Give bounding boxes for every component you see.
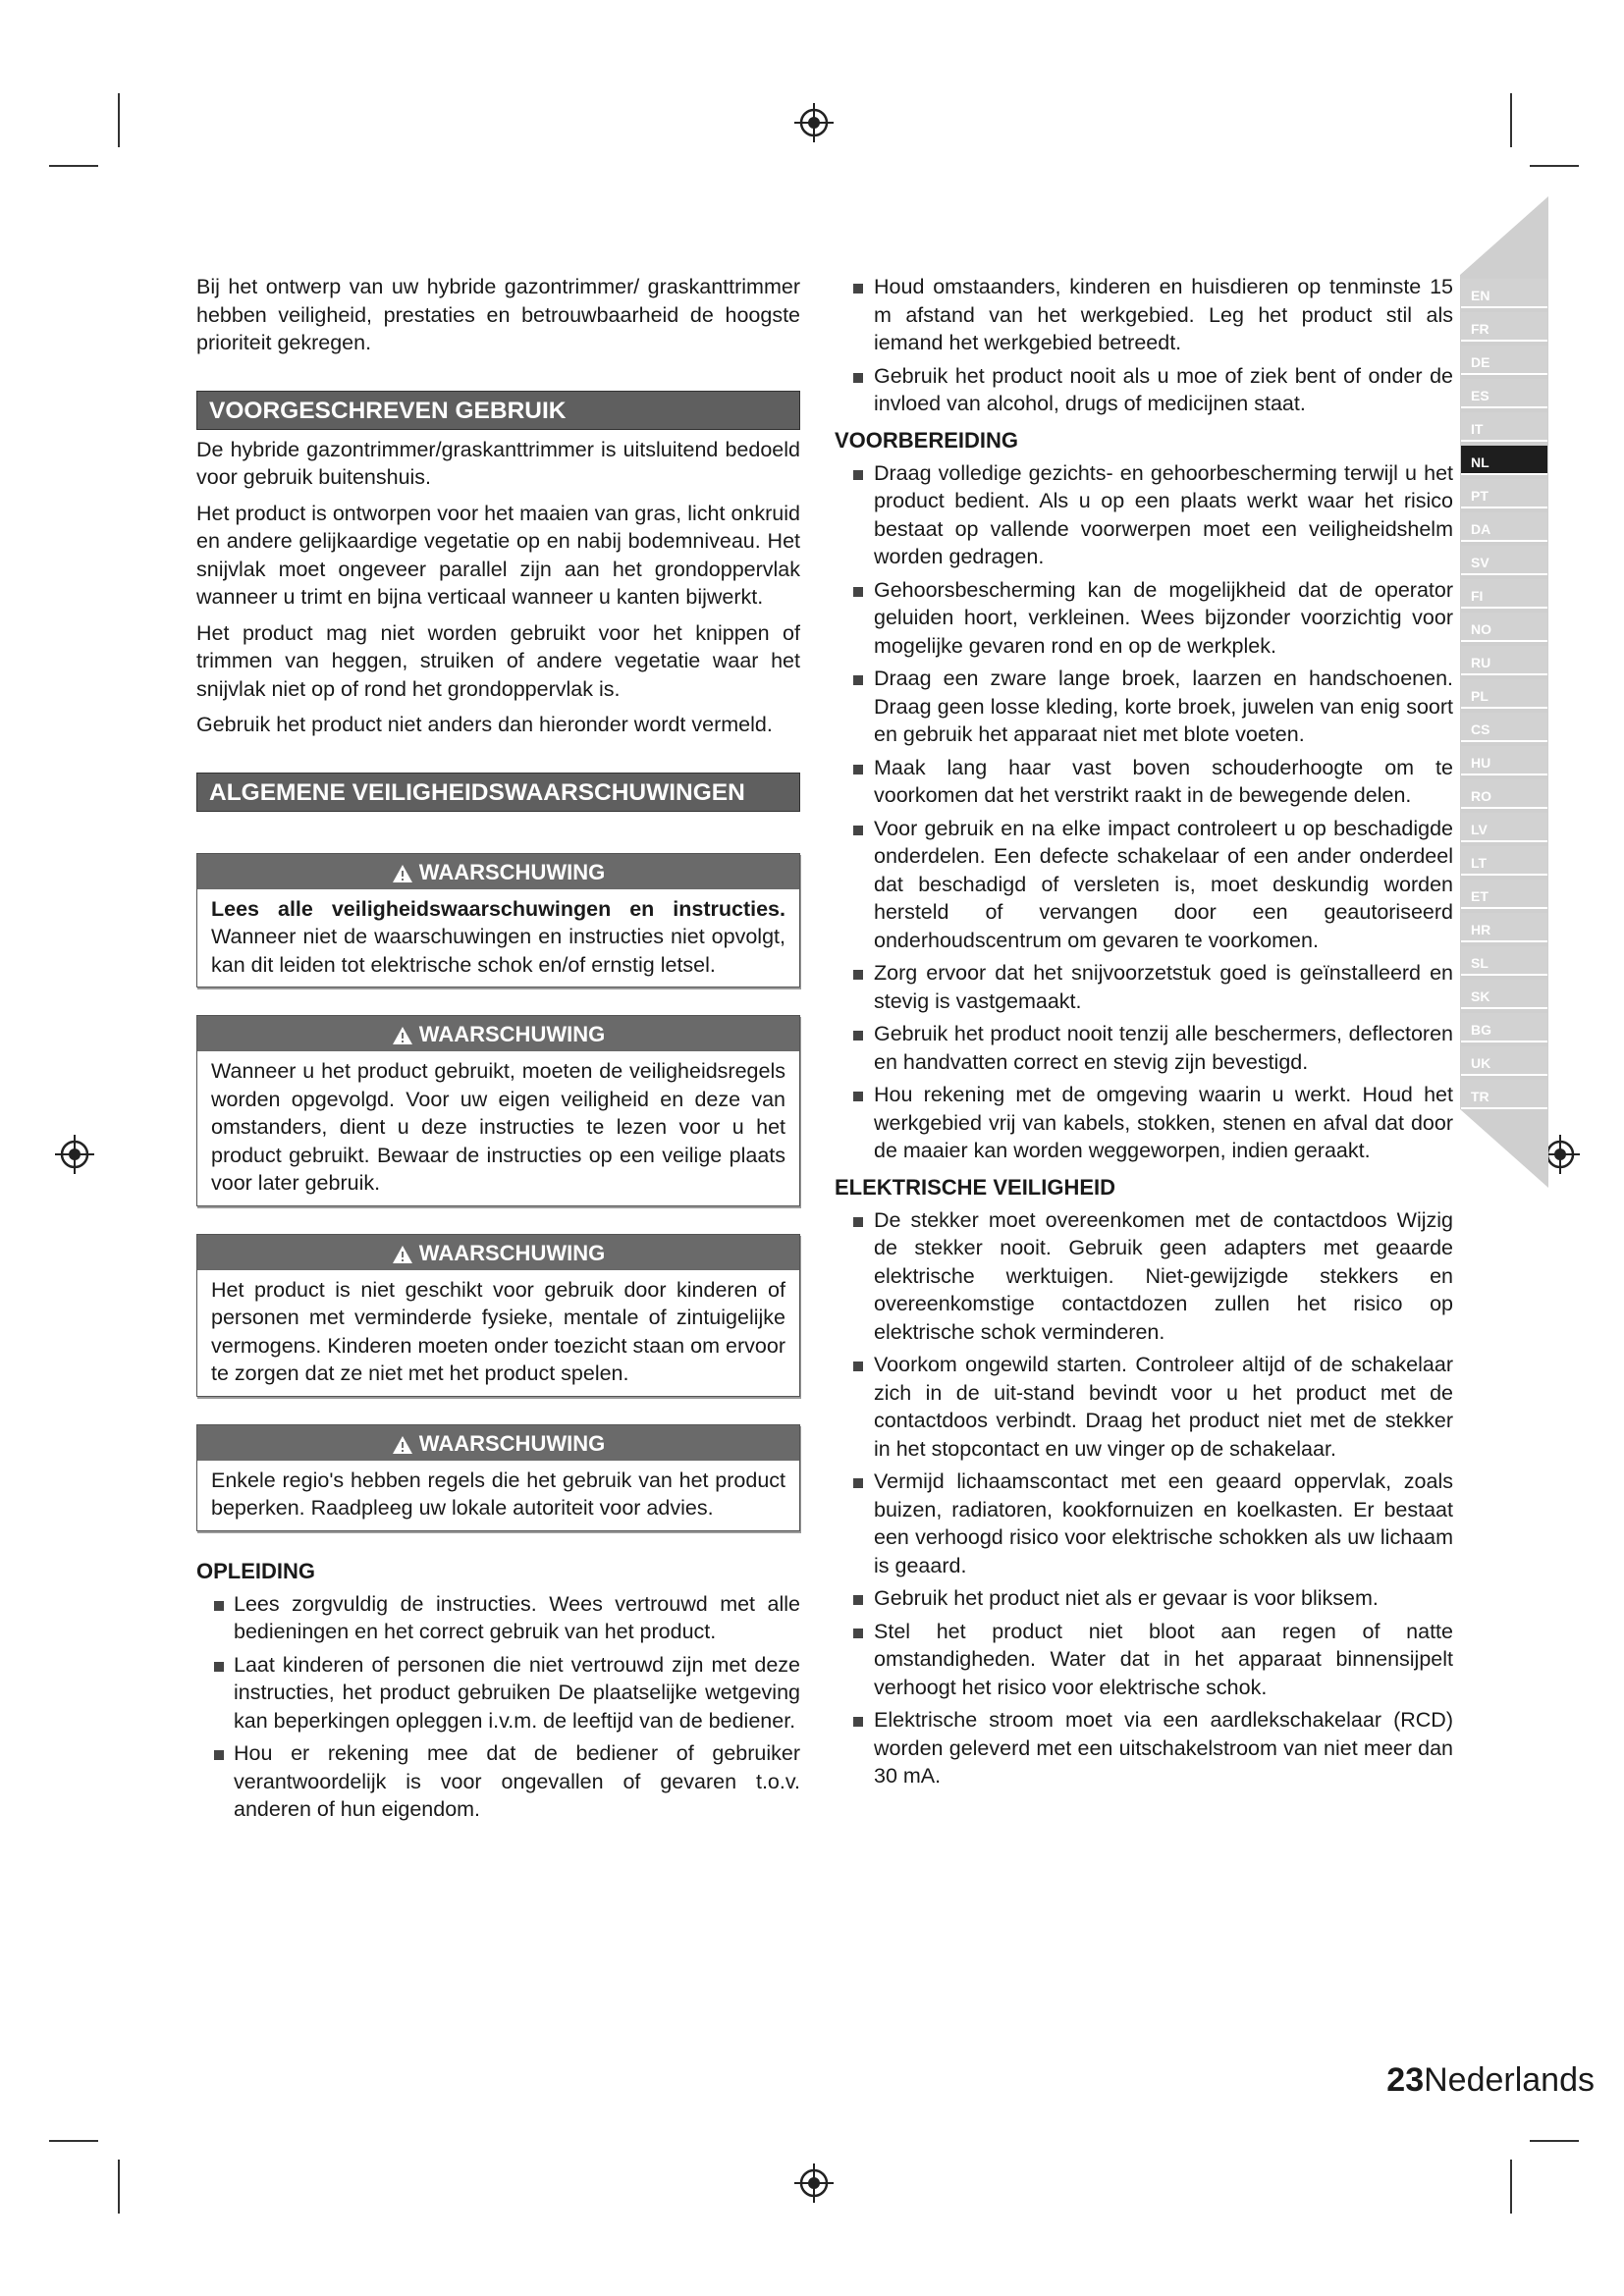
warning-header bbox=[197, 1425, 799, 1461]
section-title-training: OPLEIDING bbox=[196, 1558, 316, 1583]
list-item: Maak lang haar vast boven schouderhoogte om te voorkomen dat het verstrikt raakt in de bewegende delen. bbox=[835, 754, 1453, 810]
warning-box bbox=[196, 1015, 800, 1206]
warning-box bbox=[196, 1424, 800, 1531]
bystander-list bbox=[835, 273, 1453, 418]
list-item: Vermijd lichaamscontact met een geaard oppervlak, zoals buizen, radiatoren, kookfornuizen en koelkasten. Er bestaat een verhoogd risico voor elektrische schokken als uw lichaam is geaard. bbox=[835, 1468, 1453, 1579]
language-tab-pt: PT bbox=[1461, 479, 1547, 508]
list-item: Draag volledige gezichts- en gehoorbescherming terwijl u het product bedient. Als u op een plaats werkt waar het risico bestaat op vallende voorwerpen moet een veiligheidshelm worden gedragen. bbox=[835, 459, 1453, 571]
crop-mark bbox=[118, 2160, 120, 2214]
warning-text: Wanneer u het product gebruikt, moeten de veiligheidsregels worden opgevolgd. Voor uw eigen veiligheid en deze van omstanders, dient u deze instructies te lezen voor u het product gebruikt. Bewaar de instructies op een veilige plaats voor later gebruik. bbox=[211, 1059, 785, 1195]
language-tab-bg: BG bbox=[1461, 1013, 1547, 1042]
language-tab-fr: FR bbox=[1461, 312, 1547, 342]
language-tab-cs: CS bbox=[1461, 713, 1547, 742]
warning-label: WAARSCHUWING bbox=[418, 1240, 606, 1265]
language-tab-uk: UK bbox=[1461, 1046, 1547, 1076]
warning-header bbox=[197, 1016, 799, 1051]
crop-mark bbox=[1530, 2140, 1579, 2142]
warning-triangle-icon bbox=[392, 1026, 413, 1045]
list-item: Voor gebruik en na elke impact controleert u op beschadigde onderdelen. Een defecte schakelaar of een ander onderdeel dat beschadigd of versleten is, moet deskundig worden hersteld of vervangen door een geautoriseerd onderhoudscentrum om gevaren te voorkomen. bbox=[835, 815, 1453, 955]
list-item: Zorg ervoor dat het snijvoorzetstuk goed is geïnstalleerd en stevig is vastgemaakt. bbox=[835, 959, 1453, 1015]
warning-body-text: Wanneer niet de waarschuwingen en instructies niet opvolgt, kan dit leiden tot elektrische schok en/of ernstig letsel. bbox=[211, 925, 785, 977]
language-tab-tr: TR bbox=[1461, 1080, 1547, 1109]
warning-box bbox=[196, 853, 800, 988]
language-tab-sv: SV bbox=[1461, 546, 1547, 575]
warning-label: WAARSCHUWING bbox=[418, 859, 606, 884]
warning-header bbox=[197, 854, 799, 889]
intended-use-paragraph: Het product is ontworpen voor het maaien van gras, licht onkruid en andere gelijkaardige vegetatie op en nabij bodemniveau. Het snijvlak moet ongeveer parallel zijn aan het grondoppervlak wanneer u trimt en bijna verticaal wanneer u kanten bijwerkt. bbox=[196, 501, 800, 609]
registration-mark-icon bbox=[793, 2163, 835, 2204]
warning-triangle-icon bbox=[392, 1245, 413, 1264]
intended-use-paragraph: Het product mag niet worden gebruikt voor het knippen of trimmen van heggen, struiken of andere vegetatie waar het snijvlak niet op of rond het grondoppervlak is. bbox=[196, 620, 800, 701]
language-tab-no: NO bbox=[1461, 613, 1547, 642]
list-item: Gebruik het product niet als er gevaar is voor bliksem. bbox=[835, 1584, 1453, 1613]
list-item: Elektrische stroom moet via een aardlekschakelaar (RCD) worden geleverd met een uitschakelstroom van niet meer dan 30 mA. bbox=[835, 1706, 1453, 1790]
language-tab-de: DE bbox=[1461, 346, 1547, 375]
warning-bold-text: Lees alle veiligheidswaarschuwingen en instructies. bbox=[211, 896, 785, 921]
language-tab-hr: HR bbox=[1461, 913, 1547, 942]
warning-label: WAARSCHUWING bbox=[418, 1430, 606, 1456]
warning-label: WAARSCHUWING bbox=[418, 1022, 606, 1046]
language-tab-sl: SL bbox=[1461, 946, 1547, 976]
language-tab-et: ET bbox=[1461, 880, 1547, 909]
list-item: Gebruik het product nooit tenzij alle beschermers, deflectoren en handvatten correct en stevig zijn bevestigd. bbox=[835, 1020, 1453, 1076]
list-item: De stekker moet overeenkomen met de contactdoos Wijzig de stekker nooit. Gebruik geen adapters met geaarde elektrische werktuigen. Niet-gewijzigde stekkers en overeenkomstige contactdozen zullen het risico op elektrische schok verminderen. bbox=[835, 1206, 1453, 1347]
list-item: Houd omstaanders, kinderen en huisdieren op tenminste 15 m afstand van het werkgebied. Leg het product stil als iemand het werkgebied betreedt. bbox=[835, 273, 1453, 357]
warning-box bbox=[196, 1234, 800, 1397]
language-tab-nl: NL bbox=[1461, 446, 1547, 475]
registration-mark-icon bbox=[793, 102, 835, 143]
page-number: 23 bbox=[1386, 2061, 1425, 2099]
language-tab-ro: RO bbox=[1461, 779, 1547, 809]
warning-triangle-icon bbox=[392, 864, 413, 883]
electrical-list bbox=[835, 1206, 1453, 1790]
language-tab-pl: PL bbox=[1461, 679, 1547, 709]
warning-text: Het product is niet geschikt voor gebruik door kinderen of personen met verminderde fysieke, mentale of zintuigelijke vermogens. Kinderen moeten onder toezicht staan om ervoor te zorgen dat ze niet met het product spelen. bbox=[211, 1277, 785, 1385]
language-tab-hu: HU bbox=[1461, 746, 1547, 775]
page-footer bbox=[1386, 2061, 1595, 2100]
language-tab-es: ES bbox=[1461, 379, 1547, 408]
list-item: Hou rekening met de omgeving waarin u werkt. Houd het werkgebied vrij van kabels, stokken, stenen en afval dat door de maaier kan worden weggeworpen, indien geraakt. bbox=[835, 1081, 1453, 1165]
section-title-preparation: VOORBEREIDING bbox=[835, 427, 1019, 453]
crop-mark bbox=[118, 93, 120, 147]
section-title-general-safety: ALGEMENE VEILIGHEIDSWAARSCHUWINGEN bbox=[196, 773, 800, 812]
list-item: Draag een zware lange broek, laarzen en handschoenen. Draag geen losse kleding, korte broek, juwelen van enig soort en gebruik het apparaat niet met blote voeten. bbox=[835, 665, 1453, 749]
language-tab-sk: SK bbox=[1461, 980, 1547, 1009]
language-tab-it: IT bbox=[1461, 412, 1547, 442]
crop-mark bbox=[49, 165, 98, 167]
list-item: Voorkom ongewild starten. Controleer altijd of de schakelaar zich in de uit-stand bevindt voor u het product met de contactdoos verbindt. Draag het product niet met de stekker in het stopcontact en uw vinger op de schakelaar. bbox=[835, 1351, 1453, 1463]
crop-mark bbox=[1510, 93, 1512, 147]
language-tab-lv: LV bbox=[1461, 813, 1547, 842]
list-item: Hou er rekening mee dat de bediener of gebruiker verantwoordelijk is voor ongevallen of gevaren t.o.v. anderen of hun eigendom. bbox=[196, 1739, 800, 1824]
language-tab-fi: FI bbox=[1461, 579, 1547, 609]
warning-header bbox=[197, 1235, 799, 1270]
list-item: Gehoorsbescherming kan de mogelijkheid dat de operator geluiden hoort, verkleinen. Wees bijzonder voorzichtig voor mogelijke gevaren rond en op de werkplek. bbox=[835, 576, 1453, 661]
list-item: Laat kinderen of personen die niet vertrouwd zijn met deze instructies, het product gebruiken De plaatselijke wetgeving kan beperkingen opleggen i.v.m. de leeftijd van de bediener. bbox=[196, 1651, 800, 1735]
warning-text bbox=[197, 889, 799, 988]
crop-mark bbox=[1530, 165, 1579, 167]
list-item: Lees zorgvuldig de instructies. Wees vertrouwd met alle bedieningen en het correct gebruik van het product. bbox=[196, 1590, 800, 1646]
language-tab-ru: RU bbox=[1461, 646, 1547, 675]
preparation-list bbox=[835, 459, 1453, 1165]
section-title-electrical-safety: ELEKTRISCHE VEILIGHEID bbox=[835, 1174, 1116, 1200]
training-list bbox=[196, 1590, 800, 1824]
left-column bbox=[196, 273, 800, 1829]
intro-paragraph: Bij het ontwerp van uw hybride gazontrimmer/ graskanttrimmer hebben veiligheid, prestaties en betrouwbaarheid de hoogste prioriteit gekregen. bbox=[196, 275, 800, 354]
warning-text: Enkele regio's hebben regels die het gebruik van het product beperken. Raadpleeg uw lokale autoriteit voor advies. bbox=[211, 1468, 785, 1520]
intended-use-paragraph: De hybride gazontrimmer/graskanttrimmer is uitsluitend bedoeld voor gebruik buitenshuis. bbox=[196, 437, 800, 489]
language-tab-da: DA bbox=[1461, 512, 1547, 542]
warning-triangle-icon bbox=[392, 1435, 413, 1455]
section-title-intended-use: VOORGESCHREVEN GEBRUIK bbox=[196, 391, 800, 430]
right-column bbox=[835, 273, 1453, 1795]
crop-mark bbox=[49, 2140, 98, 2142]
footer-language: Nederlands bbox=[1424, 2061, 1595, 2099]
intended-use-paragraph: Gebruik het product niet anders dan hieronder wordt vermeld. bbox=[196, 713, 773, 736]
list-item: Stel het product niet bloot aan regen of natte omstandigheden. Water dat in het apparaat binnensijpelt verhoogt het risico voor elektrische schok. bbox=[835, 1618, 1453, 1702]
registration-mark-icon bbox=[54, 1134, 95, 1175]
language-tab-lt: LT bbox=[1461, 846, 1547, 876]
crop-mark bbox=[1510, 2160, 1512, 2214]
language-tab-en: EN bbox=[1461, 279, 1547, 308]
list-item: Gebruik het product nooit als u moe of ziek bent of onder de invloed van alcohol, drugs of medicijnen staat. bbox=[835, 362, 1453, 418]
